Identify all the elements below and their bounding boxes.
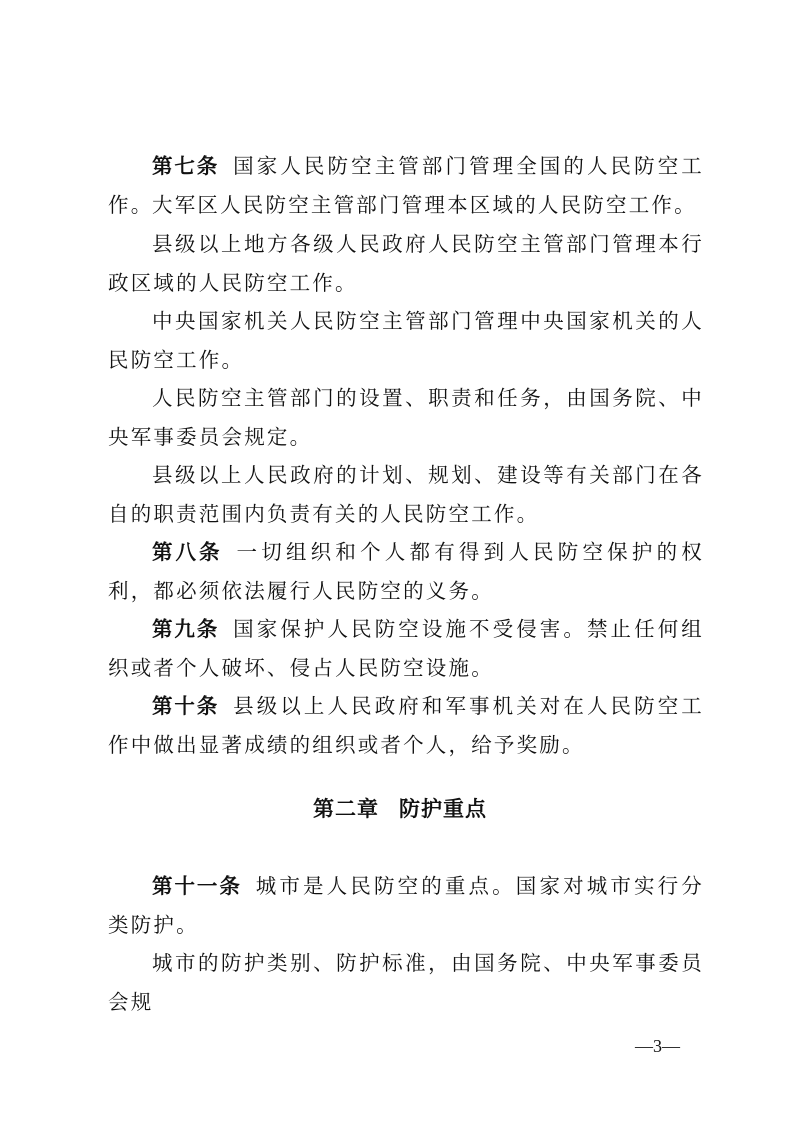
article-heading: 第七条 bbox=[152, 154, 220, 178]
paragraph-article-9 bbox=[108, 610, 704, 687]
paragraph-text: 城市是人民防空的重点。国家对城市实行分类防护。 bbox=[108, 874, 704, 937]
chapter-heading bbox=[0, 790, 800, 828]
paragraph-article-8 bbox=[108, 533, 704, 610]
article-heading: 第十条 bbox=[152, 694, 220, 718]
paragraph-text: 人民防空主管部门的设置、职责和任务，由国务院、中央军事委员会规定。 bbox=[108, 386, 704, 449]
paragraph-text: 国家保护人民防空设施不受侵害。禁止任何组织或者个人破坏、侵占人民防空设施。 bbox=[108, 617, 705, 680]
paragraph bbox=[108, 225, 704, 302]
paragraph bbox=[108, 456, 704, 533]
paragraph bbox=[108, 186, 704, 225]
paragraph-article-11 bbox=[108, 867, 704, 944]
paragraph bbox=[108, 944, 704, 1021]
paragraph-text: 大军区人民防空主管部门管理本区域的人民防空工作。 bbox=[152, 193, 697, 217]
paragraph bbox=[108, 379, 704, 456]
paragraph-text: 县级以上人民政府的计划、规划、建设等有关部门在各自的职责范围内负责有关的人民防空工作。 bbox=[108, 463, 704, 526]
article-heading: 第八条 bbox=[152, 540, 223, 564]
article-heading: 第十一条 bbox=[152, 874, 242, 898]
paragraph-text: 国家人民防空主管部门管理全国的人民防空工作。 bbox=[108, 154, 705, 217]
chapter-number: 第二章 bbox=[313, 797, 379, 821]
paragraph-text: 城市的防护类别、防护标准，由国务院、中央军事委员会规 bbox=[108, 951, 704, 1014]
paragraph-article-10 bbox=[108, 687, 704, 764]
chapter-title: 防护重点 bbox=[399, 797, 487, 821]
paragraph bbox=[108, 302, 704, 379]
paragraph-text: 一切组织和个人都有得到人民防空保护的权利，都必须依法履行人民防空的义务。 bbox=[108, 540, 704, 603]
paragraph-text: 县级以上人民政府和军事机关对在人民防空工作中做出显著成绩的组织或者个人，给予奖励。 bbox=[108, 694, 705, 757]
paragraph-text: 县级以上地方各级人民政府人民防空主管部门管理本行政区域的人民防空工作。 bbox=[108, 232, 704, 295]
article-heading: 第九条 bbox=[152, 617, 220, 641]
paragraph-text: 中央国家机关人民防空主管部门管理中央国家机关的人民防空工作。 bbox=[108, 309, 704, 372]
page-number: —3— bbox=[635, 1036, 680, 1056]
